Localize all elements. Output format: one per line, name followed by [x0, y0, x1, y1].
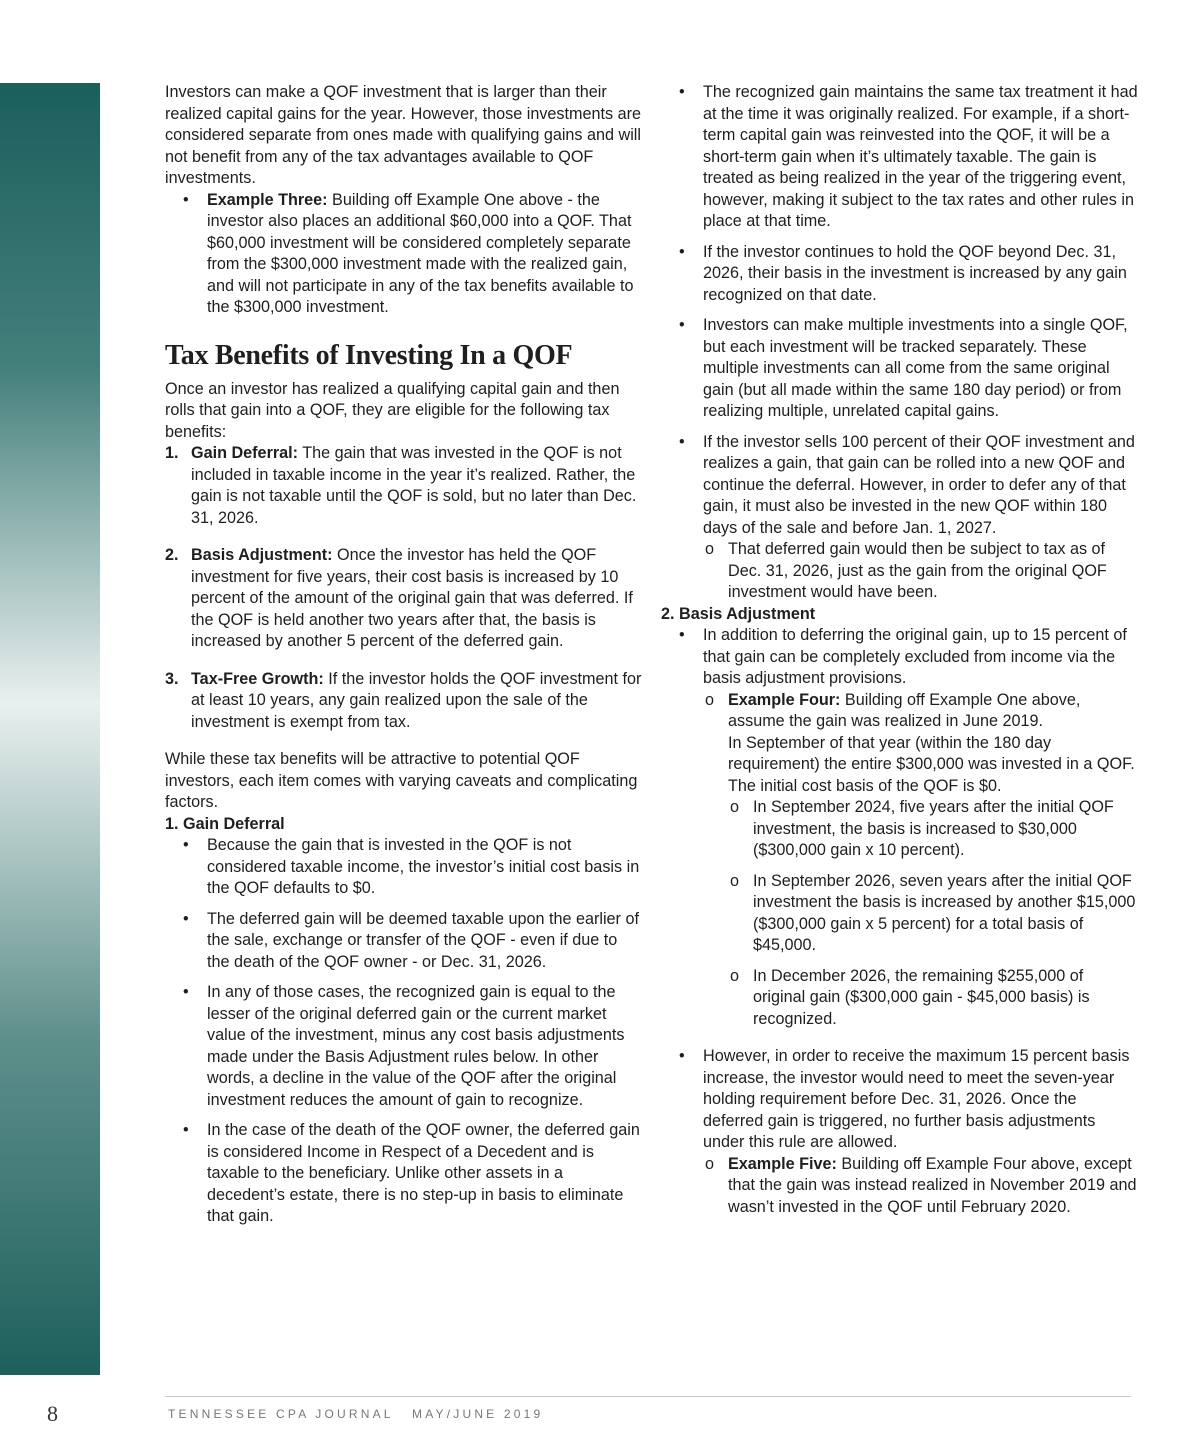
- list-item: [661, 1046, 1139, 1218]
- list-item: [165, 982, 643, 1111]
- example-four-label: Example Four:: [728, 690, 841, 709]
- nested-sub-list: [728, 797, 1139, 1030]
- basis-adjustment-list: [661, 625, 1139, 1218]
- circle-marker: o: [705, 1154, 715, 1173]
- bullet-marker: •: [183, 1121, 189, 1139]
- example-five-label: Example Five:: [728, 1154, 837, 1173]
- bullet-marker: •: [679, 432, 685, 451]
- list-item-text: Investors can make multiple investments into a single QOF, but each investment will be tracked separately. These multiple investments can all come from the same original gain (but all made within the same 180 day period) or from realizing multiple, unrelated capital gains.: [703, 316, 1128, 420]
- bullet-marker: •: [679, 242, 685, 261]
- journal-name: TENNESSEE CPA JOURNAL: [168, 1407, 394, 1421]
- sub-list: [703, 1154, 1139, 1219]
- example-four-item: [703, 690, 1139, 1031]
- caveats-paragraph: While these tax benefits will be attractive to potential QOF investors, each item comes with varying caveats and complicating factors.: [165, 750, 638, 811]
- list-item: [661, 82, 1139, 233]
- benefit-number: 1.: [165, 444, 179, 462]
- list-item-text: If the investor continues to hold the QOF beyond Dec. 31, 2026, their basis in the investment is increased by any gain recognized on that date.: [703, 242, 1127, 304]
- circle-marker: o: [705, 690, 715, 709]
- list-item: [165, 909, 643, 974]
- list-item-text: If the investor sells 100 percent of their QOF investment and realizes a gain, that gain can be rolled into a new QOF and continue the deferral. However, in order to defer any of that gain, it must also be invested in the new QOF within 180 days of the sale and before Jan. 1, 2027.: [703, 432, 1135, 537]
- section-heading: Tax Benefits of Investing In a QOF: [165, 339, 573, 371]
- list-item: [661, 242, 1139, 307]
- left-column: [165, 82, 643, 1228]
- list-item-text: The deferred gain will be deemed taxable upon the earlier of the sale, exchange or transfer of the QOF - even if due to the death of the QOF owner - or Dec. 31, 2026.: [207, 909, 639, 971]
- list-item: [661, 432, 1139, 604]
- decorative-side-bar: [0, 83, 100, 1375]
- gain-deferral-list: [165, 835, 643, 1228]
- benefit-label: Tax-Free Growth:: [191, 669, 324, 688]
- example-three-item: [165, 190, 643, 319]
- example-five-text: Building off Example Four above, except that the gain was instead realized in November 2019 and wasn’t invested in the QOF until February 2020.: [728, 1154, 1137, 1216]
- bullet-marker: •: [679, 316, 685, 334]
- list-item-text: However, in order to receive the maximum 15 percent basis increase, the investor would need to meet the seven-year holding requirement before Dec. 31, 2026. Once the deferred gain is triggered, no further basis adjustments under this rule are allowed.: [703, 1047, 1130, 1151]
- list-item-text: In the case of the death of the QOF owner, the deferred gain is considered Income in Respect of a Decedent and is taxable to the beneficiary. Unlike other assets in a decedent’s estate, there is no step-up in basis to eliminate that gain.: [207, 1121, 640, 1225]
- bullet-marker: •: [183, 983, 189, 1001]
- sub-list: [703, 690, 1139, 1031]
- bullet-marker: •: [679, 1047, 685, 1065]
- nested-list-item: [728, 797, 1139, 862]
- bullet-marker: •: [183, 190, 189, 209]
- example-three-label: Example Three:: [207, 190, 328, 209]
- benefit-text: Once the investor has held the QOF investment for five years, their cost basis is increased by 10 percent of the amount of the original gain that was deferred. If the QOF is held another two years after that, the basis is increased by another 5 percent of the deferred gain.: [191, 546, 633, 650]
- benefit-item: [165, 669, 643, 734]
- gain-deferral-heading: 1. Gain Deferral: [165, 814, 285, 833]
- benefit-label: Basis Adjustment:: [191, 546, 333, 564]
- bullet-marker: •: [183, 909, 189, 928]
- example-four-text: Building off Example One above, assume the gain was realized in June 2019.: [728, 690, 1081, 730]
- bullet-marker: •: [679, 83, 685, 101]
- example-four-text-continued: In September of that year (within the 180 day requirement) the entire $300,000 was invested in a QOF. The initial cost basis of the QOF is $0.: [728, 733, 1135, 795]
- basis-adjustment-heading: 2. Basis Adjustment: [661, 604, 816, 623]
- list-item: [661, 315, 1139, 423]
- list-item: [661, 625, 1139, 1030]
- page-number: 8: [47, 1401, 58, 1426]
- intro-paragraph: Investors can make a QOF investment that is larger than their realized capital gains for the year. However, those investments are considered separate from ones made with qualifying gains and will not benefit from any of the tax advantages available to QOF investments.: [165, 83, 641, 187]
- nested-list-item: [728, 966, 1139, 1031]
- list-item-text: In any of those cases, the recognized gain is equal to the lesser of the original deferred gain or the current market value of the investment, minus any cost basis adjustments made under the Basis Adjustment rules below. In other words, a decline in the value of the QOF after the original investment reduces the amount of gain to recognize.: [207, 983, 625, 1109]
- nested-list-item: [728, 871, 1139, 957]
- benefit-item: [165, 545, 643, 653]
- nested-list-item-text: In September 2026, seven years after the initial QOF investment the basis is increased by another $15,000 ($300,000 gain x 5 percent) for a total basis of $45,000.: [753, 871, 1136, 954]
- heading-intro-paragraph: Once an investor has realized a qualifying capital gain and then rolls that gain into a QOF, they are eligible for the following tax benefits:: [165, 379, 620, 441]
- circle-marker: o: [730, 871, 740, 890]
- right-column: [661, 82, 1139, 1218]
- list-item-text: Because the gain that is invested in the QOF is not considered taxable income, the investor’s initial cost basis in the QOF defaults to $0.: [207, 836, 640, 897]
- bullet-marker: •: [679, 626, 685, 644]
- circle-marker: o: [730, 798, 740, 816]
- circle-marker: o: [705, 540, 715, 558]
- benefit-text: If the investor holds the QOF investment for at least 10 years, any gain realized upon the sale of the investment is exempt from tax.: [191, 669, 642, 731]
- benefit-text: The gain that was invested in the QOF is not included in taxable income in the year it’s realized. Rather, the gain is not taxable until the QOF is sold, but no later than Dec. 31, 2026.: [191, 444, 637, 527]
- benefit-number: 2.: [165, 546, 179, 564]
- example-five-item: [703, 1154, 1139, 1219]
- sub-list-item: [703, 539, 1139, 604]
- bullet-marker: •: [183, 836, 189, 854]
- circle-marker: o: [730, 966, 740, 985]
- benefit-number: 3.: [165, 669, 179, 688]
- benefit-label: Gain Deferral:: [191, 444, 299, 462]
- list-item: [165, 835, 643, 900]
- nested-list-item-text: In September 2024, five years after the initial QOF investment, the basis is increased to $30,000 ($300,000 gain x 10 percent).: [753, 798, 1114, 859]
- sub-list-item-text: That deferred gain would then be subject to tax as of Dec. 31, 2026, just as the gain from the original QOF investment would have been.: [728, 540, 1107, 601]
- example-three-list: [165, 190, 643, 319]
- footer-divider: [165, 1396, 1131, 1397]
- example-three-text: Building off Example One above - the investor also places an additional $60,000 into a QOF. That $60,000 investment will be considered completely separate from the $300,000 investment made with the realized gain, and will not participate in any of the tax benefits available to the $300,000 investment.: [207, 190, 634, 316]
- benefits-list: [165, 443, 643, 733]
- list-item-text: The recognized gain maintains the same tax treatment it had at the time it was originally realized. For example, if a short-term capital gain was reinvested into the QOF, it will be a short-term gain when it’s ultimately taxable. The gain is treated as being realized in the year of the triggering event, however, making it subject to the tax rates and other rules in place at that time.: [703, 83, 1138, 230]
- issue-date: MAY/JUNE 2019: [412, 1407, 544, 1421]
- recognition-list: [661, 82, 1139, 604]
- list-item: [165, 1120, 643, 1228]
- nested-list-item-text: In December 2026, the remaining $255,000 of original gain ($300,000 gain - $45,000 basis) is recognized.: [753, 966, 1090, 1028]
- list-item-text: In addition to deferring the original gain, up to 15 percent of that gain can be completely excluded from income via the basis adjustment provisions.: [703, 626, 1127, 687]
- sub-list: [703, 539, 1139, 604]
- benefit-item: [165, 443, 643, 529]
